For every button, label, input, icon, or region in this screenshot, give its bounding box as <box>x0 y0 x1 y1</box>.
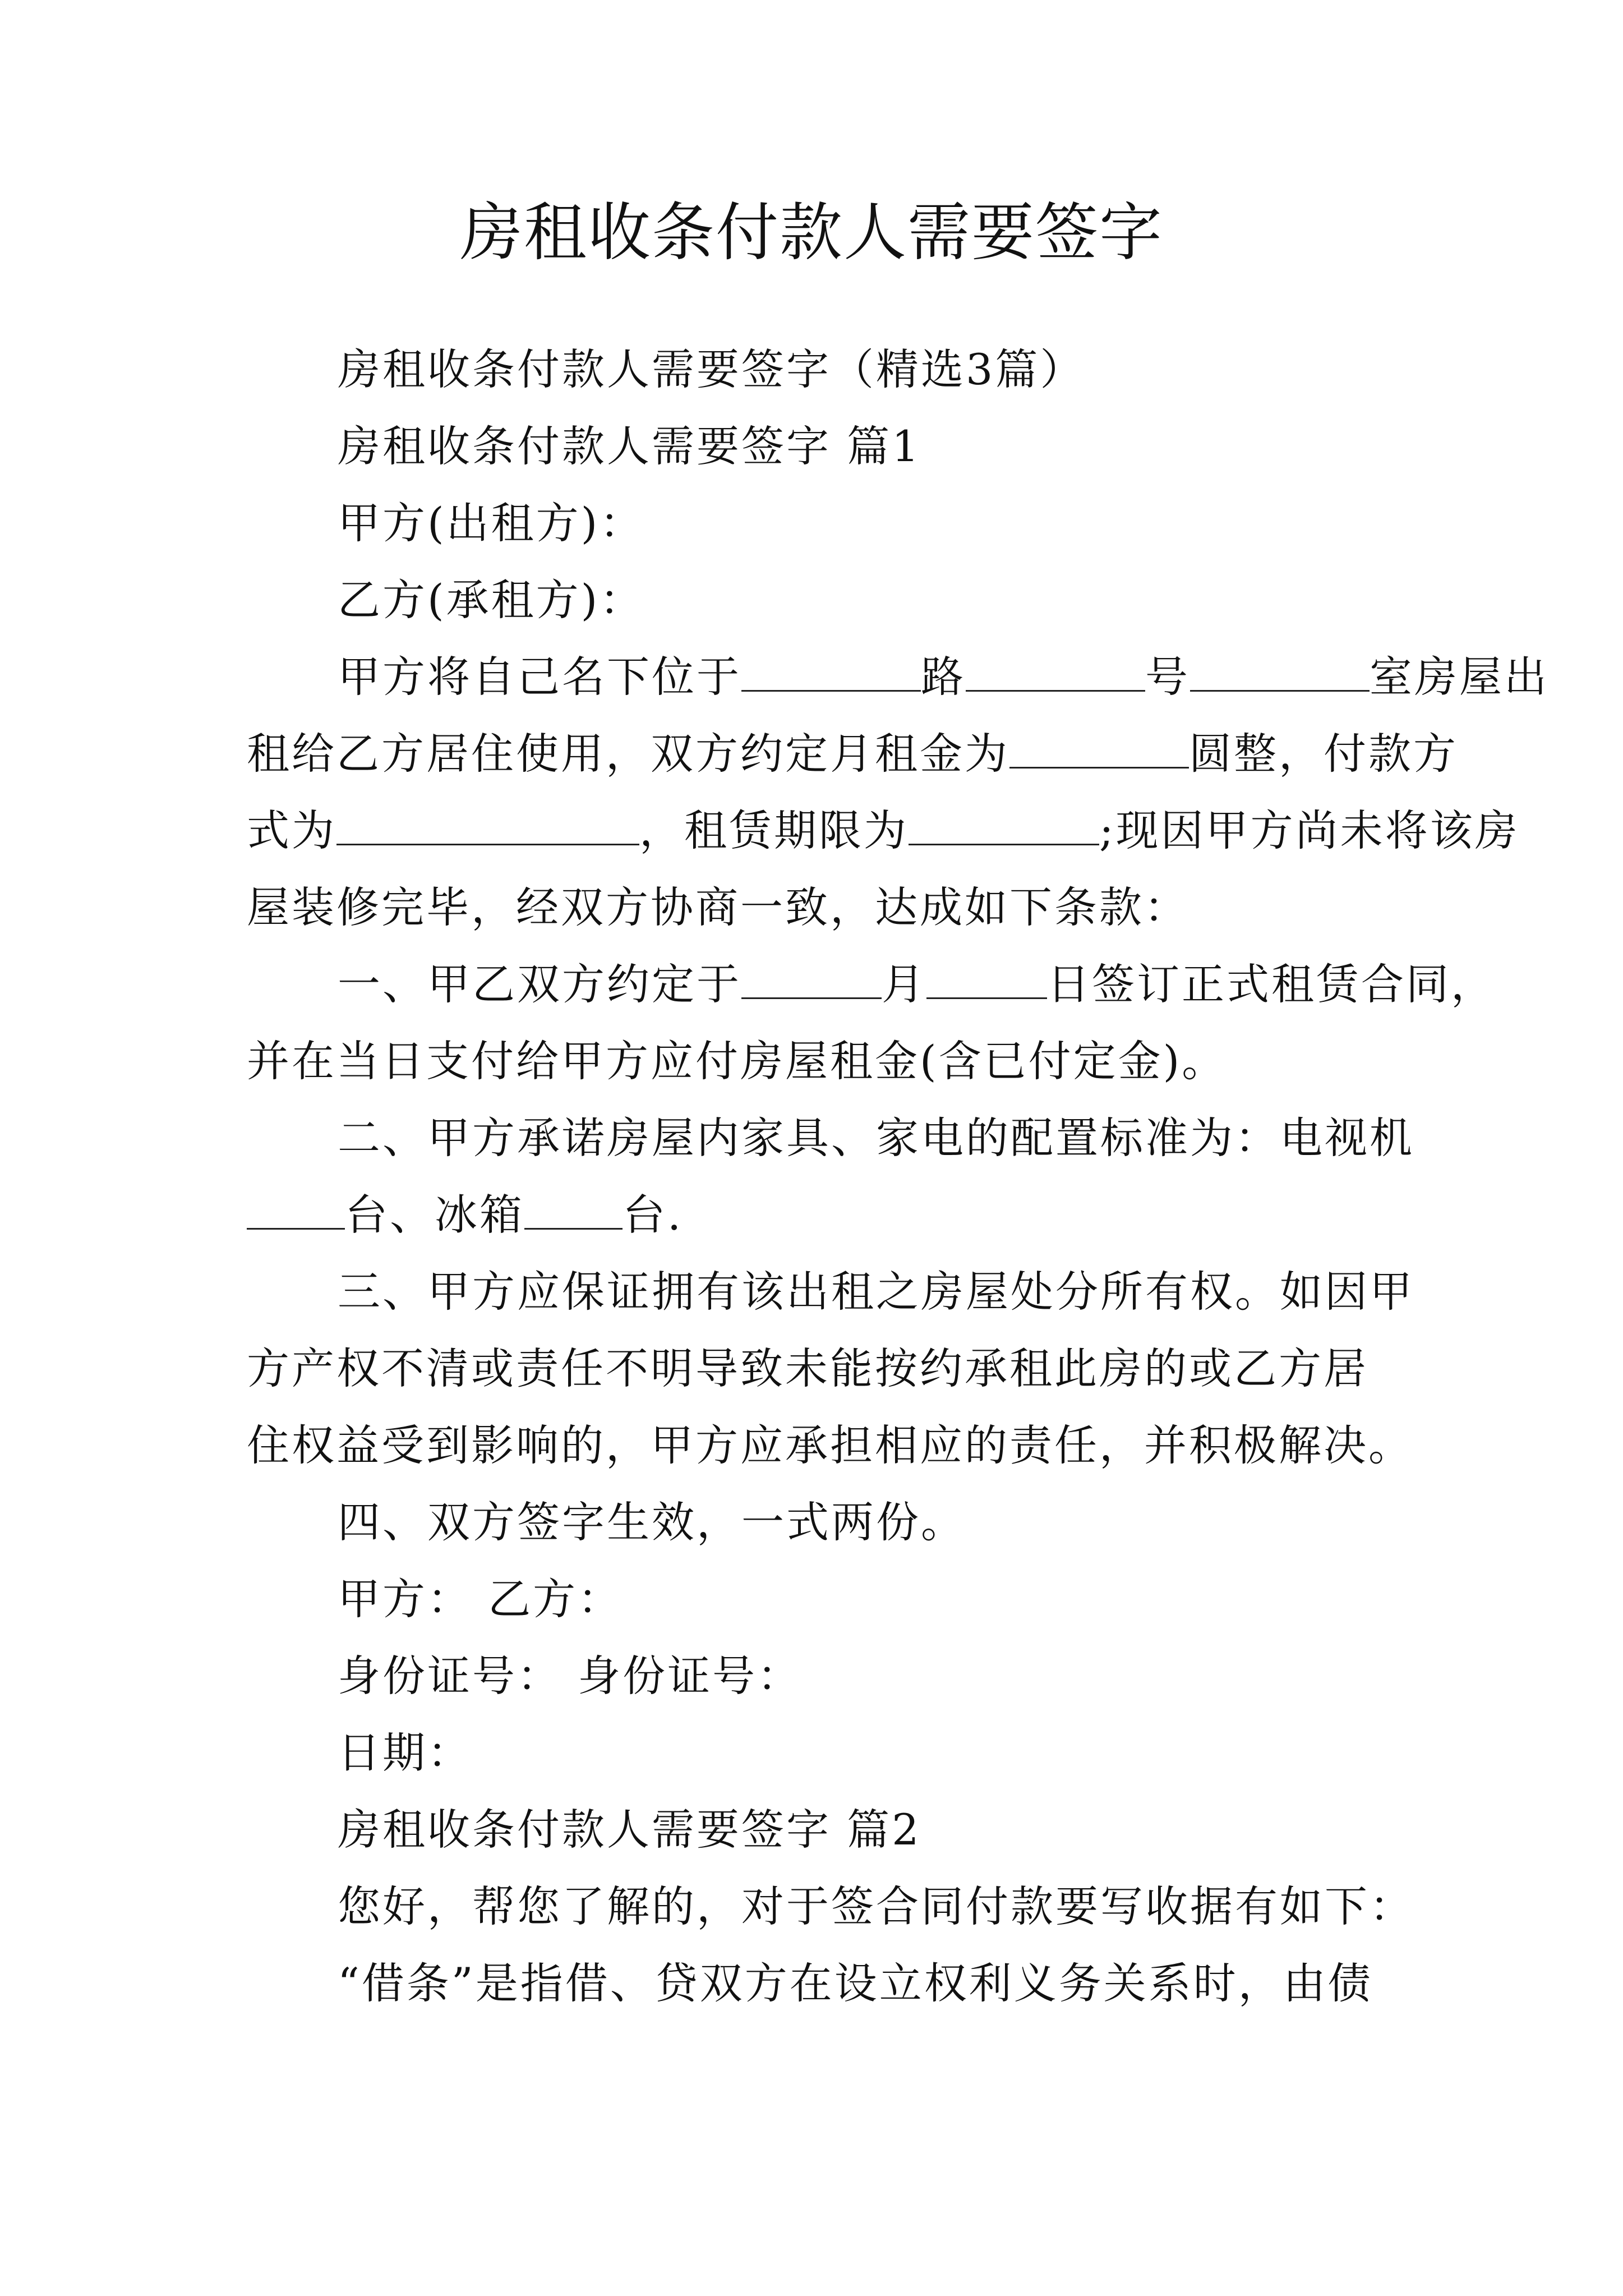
id-number-line: 身份证号： 身份证号： <box>338 1651 803 1701</box>
section-2-heading: 房租收条付款人需要签字 篇2 <box>338 1805 921 1855</box>
fill-blank-room <box>1190 654 1370 692</box>
paragraph-1-line-2 <box>247 715 1458 792</box>
text-segment: 甲方将自己名下位于 <box>338 652 741 702</box>
text-segment: 日签订正式租赁合同， <box>1047 959 1496 1009</box>
text-segment: ;现因甲方尚未将该房 <box>1099 806 1520 855</box>
text-segment: 一、甲乙双方约定于 <box>338 959 741 1009</box>
fill-blank-fridge-count <box>524 1192 623 1230</box>
section-2-line-1: 您好，帮您了解的，对于签合同付款要写收据有如下： <box>338 1881 1414 1931</box>
text-segment: 式为 <box>247 806 336 855</box>
signature-line: 甲方： 乙方： <box>338 1574 623 1624</box>
text-segment: ，租赁期限为 <box>639 806 909 855</box>
text-segment: 号 <box>1145 652 1190 702</box>
section-2-line-2: “借条”是指借、贷双方在设立权利义务关系时，由债 <box>338 1958 1373 2008</box>
document-title: 房租收条付款人需要签字 <box>460 196 1163 269</box>
text-segment: 路 <box>921 652 966 702</box>
fill-blank-number <box>966 654 1145 692</box>
document-body <box>247 331 1549 2022</box>
clause-2-line-1: 二、甲方承诺房屋内家具、家电的配置标准为：电视机 <box>338 1113 1414 1163</box>
fill-blank-day <box>926 961 1047 999</box>
fill-blank-rent <box>1009 731 1189 769</box>
text-segment: 台. <box>623 1190 684 1240</box>
paragraph-1-line-3 <box>247 792 1520 869</box>
fill-blank-tv-count <box>247 1192 345 1230</box>
clause-3-line-2: 方产权不清或责任不明导致未能按约承租此房的或乙方居 <box>247 1343 1368 1393</box>
fill-blank-road <box>741 654 921 692</box>
fill-blank-lease-term <box>909 808 1099 845</box>
party-a-label: 甲方(出租方)： <box>338 498 645 548</box>
intro-line: 房租收条付款人需要签字（精选3篇） <box>338 344 1085 394</box>
date-line: 日期： <box>338 1728 472 1778</box>
party-b-label: 乙方(承租方)： <box>338 575 645 625</box>
text-segment: 月 <box>882 959 926 1009</box>
fill-blank-month <box>741 961 882 999</box>
clause-4: 四、双方签字生效，一式两份。 <box>338 1497 966 1547</box>
section-1-heading: 房租收条付款人需要签字 篇1 <box>338 421 921 471</box>
clause-3-line-3: 住权益受到影响的，甲方应承担相应的责任，并积极解决。 <box>247 1420 1413 1470</box>
text-segment: 台、冰箱 <box>345 1190 524 1240</box>
text-segment: 室房屋出 <box>1370 652 1549 702</box>
fill-blank-payment-method <box>336 808 639 845</box>
text-segment: 租给乙方居住使用，双方约定月租金为 <box>247 729 1009 779</box>
clause-2-line-2 <box>247 1176 1374 1253</box>
text-segment: 圆整，付款方 <box>1189 729 1458 779</box>
paragraph-1-line-1 <box>247 638 1549 715</box>
clause-3-line-1: 三、甲方应保证拥有该出租之房屋处分所有权。如因甲 <box>338 1267 1414 1317</box>
clause-1-line-1 <box>247 946 1496 1023</box>
paragraph-1-line-4: 屋装修完毕，经双方协商一致，达成如下条款： <box>247 882 1189 932</box>
clause-1-line-2: 并在当日支付给甲方应付房屋租金(含已付定金)。 <box>247 1036 1227 1086</box>
